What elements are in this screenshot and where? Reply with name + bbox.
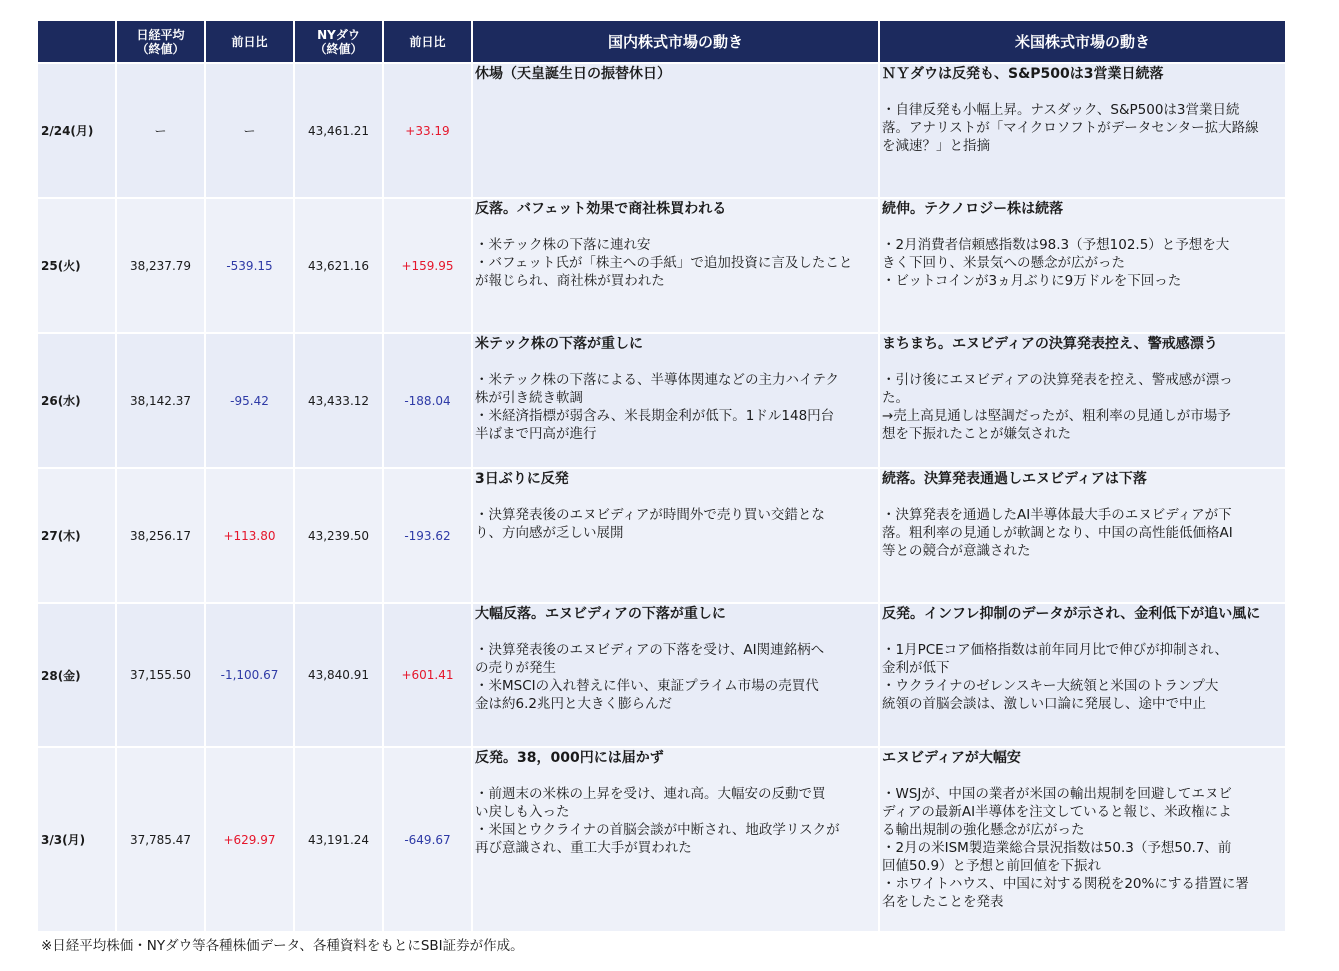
domestic-line: 金は約6.2兆円と大きく膨らんだ — [475, 696, 672, 712]
row-date: 28(金) — [38, 604, 115, 746]
us-line: ・ウクライナのゼレンスキー大統領と米国のトランプ大 — [882, 678, 1219, 694]
us-line: ・2月消費者信頼感指数は98.3（予想102.5）と予想を大 — [882, 237, 1230, 253]
us-cell — [880, 64, 1285, 197]
domestic-line: 株が引き続き軟調 — [475, 390, 583, 406]
us-line: 落。アナリストが「マイクロソフトがデータセンター拡大路線 — [882, 120, 1259, 136]
domestic-line: が報じられ、商社株が買われた — [475, 273, 665, 289]
header-us: 米国株式市場の動き — [880, 21, 1285, 62]
us-line: 回値50.9）と予想と前回値を下振れ — [882, 858, 1102, 874]
domestic-cell — [473, 199, 878, 332]
nikkei-close: ー — [117, 64, 204, 197]
us-line: ・2月の米ISM製造業総合景況指数は50.3（予想50.7、前 — [882, 840, 1232, 856]
row-date: 25(火) — [38, 199, 115, 332]
header-nikkei-change: 前日比 — [206, 21, 293, 62]
us-line: ・決算発表を通過したAI半導体最大手のエヌビディアが下 — [882, 507, 1232, 523]
row-date: 26(水) — [38, 334, 115, 467]
domestic-title: 3日ぶりに反発 — [475, 471, 569, 487]
us-cell — [880, 469, 1285, 602]
row-date: 2/24(月) — [38, 64, 115, 197]
row-date: 3/3(月) — [38, 748, 115, 931]
domestic-line: 半ばまで円高が進行 — [475, 426, 597, 442]
nikkei-change: -1,100.67 — [206, 604, 293, 746]
domestic-cell — [473, 748, 878, 931]
us-title: エヌビディアが大幅安 — [882, 750, 1021, 766]
us-title: 続落。決算発表通過しエヌビディアは下落 — [882, 471, 1147, 487]
footnote: ※日経平均株価・NYダウ等各種株価データ、各種資料をもとにSBI証券が作成。 — [41, 938, 524, 954]
nikkei-change: +629.97 — [206, 748, 293, 931]
us-line: ・WSJが、中国の業者が米国の輸出規制を回避してエヌビ — [882, 786, 1232, 802]
domestic-title: 休場（天皇誕生日の振替休日） — [475, 66, 671, 82]
nikkei-close: 38,256.17 — [117, 469, 204, 602]
us-line: 落。粗利率の見通しが軟調となり、中国の高性能低価格AI — [882, 525, 1233, 541]
dow-change: -188.04 — [384, 334, 471, 467]
nikkei-change: -539.15 — [206, 199, 293, 332]
us-title: ＮＹダウは反発も、S&P500は3営業日続落 — [882, 66, 1164, 82]
header-domestic: 国内株式市場の動き — [473, 21, 878, 62]
header-blank — [38, 21, 115, 62]
header-dow-change: 前日比 — [384, 21, 471, 62]
us-line: ・ホワイトハウス、中国に対する関税を20%にする措置に署 — [882, 876, 1249, 892]
nikkei-change: -95.42 — [206, 334, 293, 467]
us-line: る輸出規制の強化懸念が広がった — [882, 822, 1085, 838]
dow-close: 43,621.16 — [295, 199, 382, 332]
us-line: ・自律反発も小幅上昇。ナスダック、S&P500は3営業日続 — [882, 102, 1240, 118]
nikkei-change: +113.80 — [206, 469, 293, 602]
nikkei-close: 37,785.47 — [117, 748, 204, 931]
domestic-title: 米テック株の下落が重しに — [475, 336, 643, 352]
nikkei-close: 38,237.79 — [117, 199, 204, 332]
table-row — [38, 748, 1285, 931]
domestic-line: ・米国とウクライナの首脳会談が中断され、地政学リスクが — [475, 822, 840, 838]
row-date: 27(木) — [38, 469, 115, 602]
dow-change: -649.67 — [384, 748, 471, 931]
us-cell — [880, 748, 1285, 931]
market-table — [36, 19, 1287, 933]
table-row — [38, 604, 1285, 746]
header-dow: NYダウ （終値） — [295, 21, 382, 62]
header-nikkei: 日経平均 （終値） — [117, 21, 204, 62]
domestic-line: ・米テック株の下落による、半導体関連などの主力ハイテク — [475, 372, 839, 388]
us-cell — [880, 604, 1285, 746]
domestic-title: 大幅反落。エヌビディアの下落が重しに — [475, 606, 726, 622]
domestic-line: ・決算発表後のエヌビディアが時間外で売り買い交錯とな — [475, 507, 825, 523]
table-row — [38, 64, 1285, 197]
us-line: 等との競合が意識された — [882, 543, 1031, 559]
dow-close: 43,433.12 — [295, 334, 382, 467]
domestic-line: ・米MSCIの入れ替えに伴い、東証プライム市場の売買代 — [475, 678, 819, 694]
dow-close: 43,191.24 — [295, 748, 382, 931]
domestic-line: ・バフェット氏が「株主への手紙」で追加投資に言及したこと — [475, 255, 853, 271]
dow-change: +33.19 — [384, 64, 471, 197]
table-row — [38, 334, 1285, 467]
us-cell — [880, 199, 1285, 332]
domestic-cell — [473, 334, 878, 467]
us-title: 反発。インフレ抑制のデータが示され、金利低下が追い風に — [882, 606, 1261, 622]
us-line: 想を下振れたことが嫌気された — [882, 426, 1071, 442]
dow-close: 43,461.21 — [295, 64, 382, 197]
domestic-line: ・前週末の米株の上昇を受け、連れ高。大幅安の反動で買 — [475, 786, 826, 802]
domestic-cell — [473, 64, 878, 197]
domestic-title: 反落。バフェット効果で商社株買われる — [475, 201, 727, 217]
table-row — [38, 469, 1285, 602]
domestic-cell — [473, 604, 878, 746]
dow-close: 43,239.50 — [295, 469, 382, 602]
domestic-line: ・決算発表後のエヌビディアの下落を受け、AI関連銘柄へ — [475, 642, 825, 658]
domestic-cell — [473, 469, 878, 602]
us-line: た。 — [882, 390, 909, 406]
us-line: きく下回り、米景気への懸念が広がった — [882, 255, 1125, 271]
us-line: →売上高見通しは堅調だったが、粗利率の見通しが市場予 — [882, 408, 1231, 424]
us-cell — [880, 334, 1285, 467]
us-line: 名をしたことを発表 — [882, 894, 1004, 910]
us-line: ディアの最新AI半導体を注文していると報じ、米政権によ — [882, 804, 1232, 820]
us-line: ・引け後にエヌビディアの決算発表を控え、警戒感が漂っ — [882, 372, 1233, 388]
dow-close: 43,840.91 — [295, 604, 382, 746]
domestic-line: の売りが発生 — [475, 660, 556, 676]
us-line: ・ビットコインが3ヵ月ぶりに9万ドルを下回った — [882, 273, 1182, 289]
header-row — [38, 21, 1285, 62]
nikkei-close: 38,142.37 — [117, 334, 204, 467]
domestic-line: ・米テック株の下落に連れ安 — [475, 237, 651, 253]
domestic-line: ・米経済指標が弱含み、米長期金利が低下。1ドル148円台 — [475, 408, 835, 424]
us-line: ・1月PCEコア価格指数は前年同月比で伸びが抑制され、 — [882, 642, 1228, 658]
us-line: 統領の首脳会談は、激しい口論に発展し、途中で中止 — [882, 696, 1206, 712]
domestic-line: い戻しも入った — [475, 804, 570, 820]
us-line: を減速？」と指摘 — [882, 138, 990, 154]
us-title: 続伸。テクノロジー株は続落 — [882, 201, 1064, 217]
us-line: 金利が低下 — [882, 660, 950, 676]
dow-change: -193.62 — [384, 469, 471, 602]
us-title: まちまち。エヌビディアの決算発表控え、警戒感漂う — [882, 336, 1218, 352]
dow-change: +601.41 — [384, 604, 471, 746]
dow-change: +159.95 — [384, 199, 471, 332]
nikkei-change: ー — [206, 64, 293, 197]
domestic-title: 反発。38，000円には届かず — [475, 750, 664, 766]
table-row — [38, 199, 1285, 332]
domestic-line: り、方向感が乏しい展開 — [475, 525, 624, 541]
nikkei-close: 37,155.50 — [117, 604, 204, 746]
domestic-line: 再び意識され、重工大手が買われた — [475, 840, 692, 856]
